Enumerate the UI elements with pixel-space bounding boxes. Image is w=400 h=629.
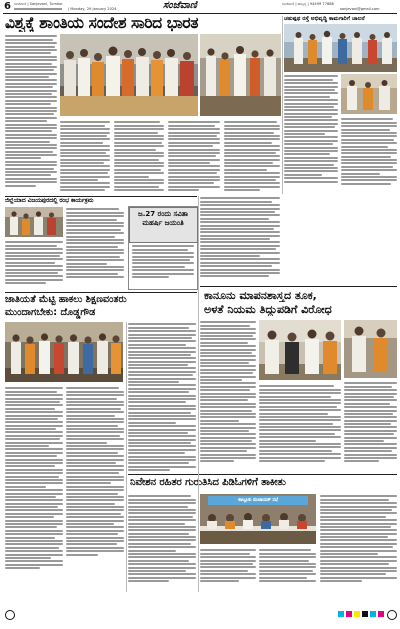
reg-mark-right xyxy=(387,610,397,620)
law-headline-2: ಅಳತೆ ನಿಯಮ ತಿದ್ದುಪಡಿಗೆ ವಿರೋಧ xyxy=(204,303,332,316)
savita-box-body xyxy=(132,244,194,286)
caste-body-col3 xyxy=(128,322,196,492)
bottom-body-col1 xyxy=(128,494,196,592)
law-headline-1: ಕಾನೂನು ಮಾಪನಶಾಸ್ತ್ರದ ತೂಕ, xyxy=(204,289,317,302)
meeting-banner-text: ತಾಲ್ಲೂಕು ಪಂಚಾಯತ್ ಸಭೆ xyxy=(238,498,278,503)
column-divider-3 xyxy=(126,322,127,592)
masthead-right-info: ಸಂಜೆವಾಣಿ | ಹುಬ್ಬಳ್ಳಿ | 94499 77888 xyxy=(282,2,334,6)
law-body-col3 xyxy=(344,381,397,470)
reg-swatch-cyan-2 xyxy=(370,611,376,617)
subtitle-line xyxy=(14,8,62,10)
registration-bar xyxy=(0,600,400,629)
reg-swatch-cyan xyxy=(338,611,344,617)
meeting-people xyxy=(200,506,316,544)
law-photo-2 xyxy=(344,320,397,378)
savita-jayanti-box xyxy=(128,206,198,290)
law-body-col2 xyxy=(259,384,341,470)
caste-rule xyxy=(5,292,197,293)
lead-body-col1 xyxy=(5,34,57,194)
lead-photo-secondary xyxy=(200,34,281,116)
left-mid-body-col2 xyxy=(66,207,124,289)
left-mid-body-col1 xyxy=(5,240,63,290)
caste-photo xyxy=(5,322,123,382)
lead-body-col4 xyxy=(168,120,220,194)
column-divider-2 xyxy=(282,16,283,194)
right-top-body-2 xyxy=(341,117,397,190)
lead-headline: ವಿಶ್ವಕ್ಕೆ ಶಾಂತಿಯ ಸಂದೇಶ ಸಾರಿದ ಭಾರತ xyxy=(5,14,199,32)
law-photo xyxy=(259,320,341,380)
bottom-rule xyxy=(128,474,397,475)
reg-mark-left xyxy=(5,610,15,620)
bottom-body-col4 xyxy=(320,494,397,592)
meeting-photo xyxy=(200,494,316,544)
left-mid-rule xyxy=(5,196,197,197)
bottom-headline: ನಿವೇಶನ ರಹಿತರ ಗುರುತಿಸಿದ ಪಿಡಿಓಗಳಿಗೆ ತಾಕೀತು xyxy=(130,477,286,488)
lead-body-col2 xyxy=(60,120,110,194)
reg-swatch-yellow xyxy=(354,611,360,617)
reg-swatch-black xyxy=(362,611,368,617)
masthead-logo: ಸಂಜೆವಾಣಿ xyxy=(163,0,197,11)
left-mid-photo xyxy=(5,207,63,237)
mid-column-top-text xyxy=(200,196,280,286)
law-rule xyxy=(200,286,397,287)
lead-body-col3 xyxy=(114,120,164,194)
bottom-body-col2 xyxy=(200,548,256,592)
column-divider-1 xyxy=(198,196,199,592)
lead-body-col5 xyxy=(224,120,280,194)
page-number: 6 xyxy=(4,1,11,12)
caste-headline-2: ಮುಂದಾಗಬೇಕು: ದೊಡ್ಡಗೌಡ xyxy=(5,307,96,318)
lead-photo xyxy=(60,34,198,116)
right-top-body xyxy=(284,74,338,190)
masthead-email: sanjevani@gmail.com xyxy=(340,7,380,11)
left-mid-headline: ಜಿಲ್ಲೆಯಾದ ವಿಜಯಪುರದಲ್ಲಿ ರಂಭ ಕಾರ್ಯಕ್ರಮ xyxy=(5,198,94,204)
reg-swatch-magenta-2 xyxy=(378,611,384,617)
right-top-headline: ಚತುಷ್ಪಥ ರಸ್ತೆ ಅಭಿವೃದ್ಧಿ ಕಾಮಗಾರಿಗೆ ಚಾಲನೆ xyxy=(284,16,365,22)
caste-body-col1 xyxy=(5,386,63,591)
law-body-col1 xyxy=(200,320,256,470)
road-work-photo xyxy=(284,24,397,72)
edition-date: | Monday, 29 January 2024 xyxy=(68,7,117,11)
caste-body-col2 xyxy=(66,386,124,591)
edition-label: ಸಂಜೆವಾಣಿ | Sanjevani, Tumkur xyxy=(14,2,63,6)
bottom-body-col3 xyxy=(259,548,316,592)
reg-swatch-magenta xyxy=(346,611,352,617)
right-top-photo-2 xyxy=(341,74,397,114)
savita-box-title: ಜ.27 ರಂದು ಸವಿತಾ ಮಹರ್ಷಿ ಜಯಂತಿ xyxy=(138,210,188,227)
caste-headline-1: ಜಾತಿಯತೆ ಮೆಟ್ಟಿ ಹಾಕಲು ಶಿಕ್ಷಣವಂತರು xyxy=(5,294,127,305)
